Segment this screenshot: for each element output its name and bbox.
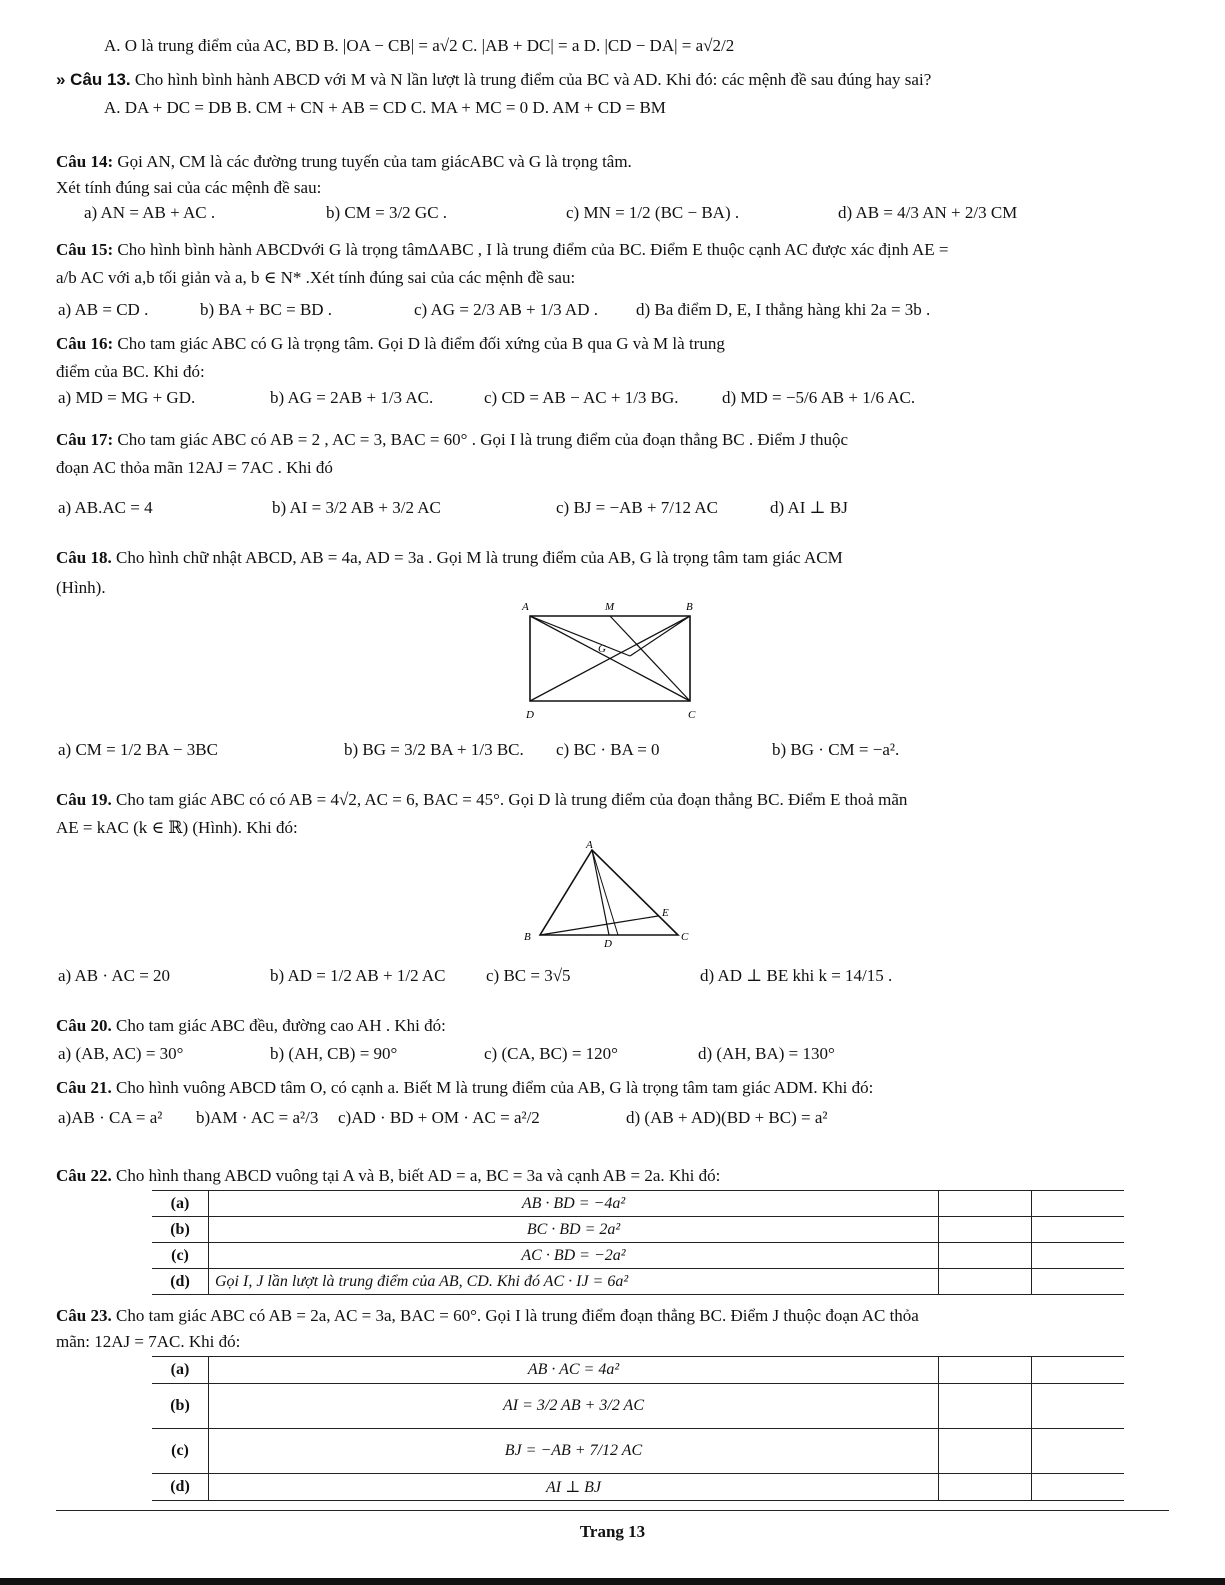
q18-option-b: b) BG = 3/2 BA + 1/3 BC.	[344, 740, 524, 759]
q17-option-a: a) AB.AC = 4	[58, 498, 153, 517]
q16-stem	[56, 332, 1177, 356]
q15-option-d: d) Ba điểm D, E, I thẳng hàng khi 2a = 3b .	[636, 300, 931, 319]
q14-sub: Xét tính đúng sai của các mệnh đề sau:	[56, 178, 322, 197]
q13-label: » Câu 13.	[56, 70, 131, 89]
row-label: (c)	[152, 1243, 209, 1269]
q14-option-d: d) AB = 4/3 AN + 2/3 CM	[838, 203, 1018, 222]
false-cell[interactable]	[1032, 1474, 1125, 1501]
q16-label: Câu 16:	[56, 334, 114, 353]
q19-text: Cho tam giác ABC có có AB = 4√2, AC = 6, BAC = 45°. Gọi D là trung điểm của đoạn thẳng BC. Điểm E thoả mãn	[115, 790, 908, 809]
row-label: (c)	[152, 1429, 209, 1474]
row-statement: AB · BD = −4a²	[209, 1191, 939, 1217]
q21-option-c: c)AD · BD + OM · AC = a²/2	[338, 1108, 540, 1127]
row-statement: AI ⊥ BJ	[209, 1474, 939, 1501]
table-row	[152, 1191, 1124, 1217]
table-row	[152, 1269, 1124, 1295]
q19-stem-2: AE = kAC (k ∈ ℝ) (Hình). Khi đó:	[56, 818, 298, 837]
footer-divider	[56, 1510, 1169, 1511]
q19-option-d: d) AD ⊥ BE khi k = 14/15 .	[700, 966, 893, 985]
q15-option-a: a) AB = CD .	[58, 300, 149, 319]
row-statement: AB · AC = 4a²	[209, 1357, 939, 1384]
false-cell[interactable]	[1032, 1243, 1125, 1269]
q22-label: Câu 22.	[56, 1166, 112, 1185]
rectangle-figure	[510, 596, 710, 724]
point-c-label: C	[681, 931, 689, 943]
q13-options: A. DA + DC = DB B. CM + CN + AB = CD C. MA + MC = 0 D. AM + CD = BM	[104, 98, 666, 117]
point-g-label: G	[598, 643, 606, 655]
true-cell[interactable]	[939, 1217, 1032, 1243]
q21-stem	[56, 1076, 1177, 1100]
q16-text: Cho tam giác ABC có G là trọng tâm. Gọi D là điểm đối xứng của B qua G và M là trung	[117, 334, 725, 353]
q16-option-a: a) MD = MG + GD.	[58, 388, 196, 407]
q17-option-c: c) BJ = −AB + 7/12 AC	[556, 498, 718, 517]
q21-option-d: d) (AB + AD)(BD + BC) = a²	[626, 1108, 828, 1127]
q21-text: Cho hình vuông ABCD tâm O, có cạnh a. Biết M là trung điểm của AB, G là trọng tâm tam giác ADM. Khi đó:	[115, 1078, 874, 1097]
q13-stem	[56, 68, 1177, 92]
true-cell[interactable]	[939, 1269, 1032, 1295]
q20-option-b: b) (AH, CB) = 90°	[270, 1044, 398, 1063]
triangle-figure	[518, 840, 698, 952]
q23-label: Câu 23.	[56, 1306, 112, 1325]
q17-stem	[56, 428, 1177, 452]
q22-text: Cho hình thang ABCD vuông tại A và B, biết AD = a, BC = 3a và cạnh AB = 2a. Khi đó:	[115, 1166, 721, 1185]
q23-text: Cho tam giác ABC có AB = 2a, AC = 3a, BAC = 60°. Gọi I là trung điểm đoạn thẳng BC. Điểm J thuộc đoạn AC thỏa	[115, 1306, 919, 1325]
q18-stem-2: (Hình).	[56, 578, 106, 597]
row-label: (a)	[152, 1357, 209, 1384]
q15-stem-2: a/b AC với a,b tối giản và a, b ∈ N* .Xét tính đúng sai của các mệnh đề sau:	[56, 268, 576, 287]
q23-stem	[56, 1304, 1177, 1328]
q19-label: Câu 19.	[56, 790, 112, 809]
q19-stem	[56, 788, 1177, 812]
q20-text: Cho tam giác ABC đều, đường cao AH . Khi đó:	[115, 1016, 446, 1035]
q14-label: Câu 14:	[56, 152, 114, 171]
q16-option-c: c) CD = AB − AC + 1/3 BG.	[484, 388, 679, 407]
q20-option-a: a) (AB, AC) = 30°	[58, 1044, 184, 1063]
q19-option-c: c) BC = 3√5	[486, 966, 571, 985]
false-cell[interactable]	[1032, 1429, 1125, 1474]
q20-option-c: c) (CA, BC) = 120°	[484, 1044, 618, 1063]
q16-stem-2: điểm của BC. Khi đó:	[56, 362, 205, 381]
q17-option-b: b) AI = 3/2 AB + 3/2 AC	[272, 498, 441, 517]
true-cell[interactable]	[939, 1191, 1032, 1217]
true-cell[interactable]	[939, 1357, 1032, 1384]
row-label: (b)	[152, 1384, 209, 1429]
q17-option-d: d) AI ⊥ BJ	[770, 498, 848, 517]
false-cell[interactable]	[1032, 1217, 1125, 1243]
point-a-label: A	[522, 601, 529, 613]
table-row	[152, 1384, 1124, 1429]
q22-stem	[56, 1164, 1177, 1188]
row-label: (a)	[152, 1191, 209, 1217]
q18-option-a: a) CM = 1/2 BA − 3BC	[58, 740, 218, 759]
q19-option-b: b) AD = 1/2 AB + 1/2 AC	[270, 966, 446, 985]
q19-option-a: a) AB · AC = 20	[58, 966, 171, 985]
point-b-label: B	[686, 601, 693, 613]
point-c-label: C	[688, 709, 696, 721]
row-statement: BJ = −AB + 7/12 AC	[209, 1429, 939, 1474]
point-d-label: D	[604, 938, 612, 950]
row-statement: AC · BD = −2a²	[209, 1243, 939, 1269]
q20-stem	[56, 1014, 1177, 1038]
q12-options: A. O là trung điểm của AC, BD B. |OA − CB| = a√2 C. |AB + DC| = a D. |CD − DA| = a√2/2	[104, 36, 735, 55]
q21-option-a: a)AB · CA = a²	[58, 1108, 163, 1127]
page-number: Trang 13	[579, 1522, 646, 1541]
false-cell[interactable]	[1032, 1357, 1125, 1384]
point-d-label: D	[526, 709, 534, 721]
q17-label: Câu 17:	[56, 430, 114, 449]
false-cell[interactable]	[1032, 1269, 1125, 1295]
table-row	[152, 1357, 1124, 1384]
point-e-label: E	[662, 907, 669, 919]
q20-label: Câu 20.	[56, 1016, 112, 1035]
true-cell[interactable]	[939, 1243, 1032, 1269]
q14-option-a: a) AN = AB + AC .	[84, 203, 216, 222]
q15-option-b: b) BA + BC = BD .	[200, 300, 333, 319]
bottom-edge-bar	[0, 1578, 1225, 1585]
q17-text: Cho tam giác ABC có AB = 2 , AC = 3, BAC = 60° . Gọi I là trung điểm của đoạn thẳng BC . Điểm J thuộc	[117, 430, 849, 449]
row-label: (b)	[152, 1217, 209, 1243]
q21-option-b: b)AM · AC = a²/3	[196, 1108, 319, 1127]
row-label: (d)	[152, 1269, 209, 1295]
row-statement: BC · BD = 2a²	[209, 1217, 939, 1243]
table-row	[152, 1474, 1124, 1501]
row-statement: AI = 3/2 AB + 3/2 AC	[209, 1384, 939, 1429]
q14-text: Gọi AN, CM là các đường trung tuyến của tam giácABC và G là trọng tâm.	[117, 152, 632, 171]
false-cell[interactable]	[1032, 1191, 1125, 1217]
table-row	[152, 1243, 1124, 1269]
true-cell[interactable]	[939, 1474, 1032, 1501]
q23-stem-2: mãn: 12AJ = 7AC. Khi đó:	[56, 1332, 241, 1351]
row-label: (d)	[152, 1474, 209, 1501]
q22-table	[152, 1190, 1124, 1295]
point-m-label: M	[605, 601, 615, 613]
q21-label: Câu 21.	[56, 1078, 112, 1097]
q14-option-c: c) MN = 1/2 (BC − BA) .	[566, 203, 740, 222]
point-a-label: A	[586, 840, 593, 851]
false-cell[interactable]	[1032, 1384, 1125, 1429]
q18-label: Câu 18.	[56, 548, 112, 567]
table-row	[152, 1217, 1124, 1243]
q23-table	[152, 1356, 1124, 1501]
q14-option-b: b) CM = 3/2 GC .	[326, 203, 448, 222]
q17-stem-2: đoạn AC thỏa mãn 12AJ = 7AC . Khi đó	[56, 458, 333, 477]
q16-option-d: d) MD = −5/6 AB + 1/6 AC.	[722, 388, 916, 407]
q18-text: Cho hình chữ nhật ABCD, AB = 4a, AD = 3a . Gọi M là trung điểm của AB, G là trọng tâm tam giác ACM	[115, 548, 843, 567]
q15-stem	[56, 238, 1177, 262]
table-row	[152, 1429, 1124, 1474]
q20-option-d: d) (AH, BA) = 130°	[698, 1044, 835, 1063]
point-b-label: B	[524, 931, 531, 943]
q14-stem	[56, 150, 1177, 174]
q15-label: Câu 15:	[56, 240, 114, 259]
q18-stem	[56, 546, 1177, 570]
q16-option-b: b) AG = 2AB + 1/3 AC.	[270, 388, 434, 407]
true-cell[interactable]	[939, 1429, 1032, 1474]
row-statement: Gọi I, J lần lượt là trung điểm của AB, CD. Khi đó AC · IJ = 6a²	[209, 1269, 939, 1295]
q18-option-c: c) BC · BA = 0	[556, 740, 660, 759]
q15-text: Cho hình bình hành ABCDvới G là trọng tâmΔABC , I là trung điểm của BC. Điểm E thuộc cạnh AC được xác định AE =	[117, 240, 949, 259]
q13-text: Cho hình bình hành ABCD với M và N lần lượt là trung điểm của BC và AD. Khi đó: các mệnh đề sau đúng hay sai?	[134, 70, 932, 89]
q18-option-d: b) BG · CM = −a².	[772, 740, 900, 759]
true-cell[interactable]	[939, 1384, 1032, 1429]
q15-option-c: c) AG = 2/3 AB + 1/3 AD .	[414, 300, 598, 319]
